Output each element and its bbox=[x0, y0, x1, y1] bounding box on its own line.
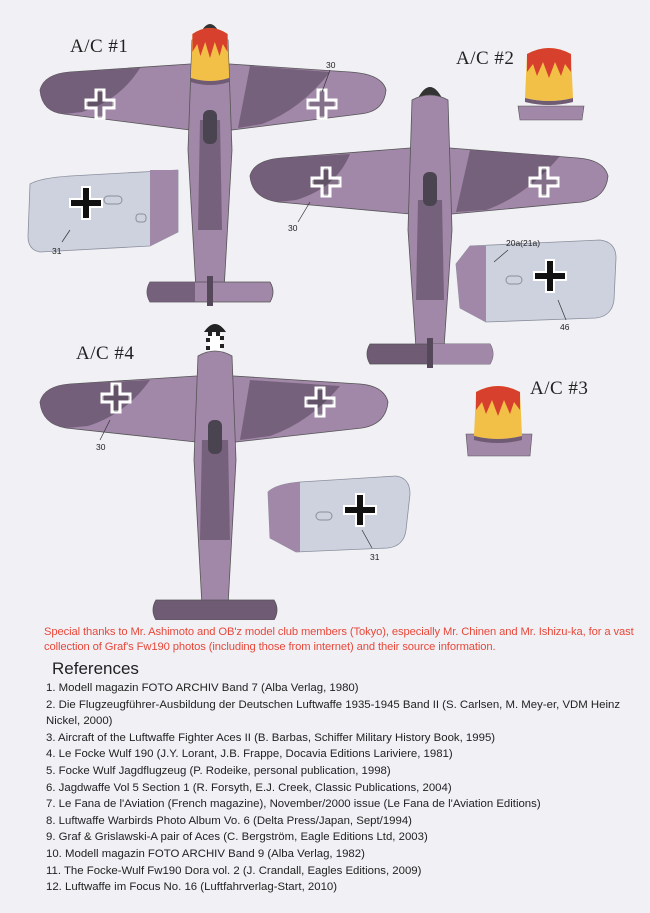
ac2-label: A/C #2 bbox=[456, 48, 515, 69]
ac1-label: A/C #1 bbox=[70, 36, 129, 57]
reference-item: 6. Jagdwaffe Vol 5 Section 1 (R. Forsyth, E.J. Creek, Classic Publications, 2004) bbox=[46, 781, 452, 794]
reference-item: 3. Aircraft of the Luftwaffe Fighter Aces II (B. Barbas, Schiffer Military History Book, 1995) bbox=[46, 731, 496, 744]
ac2-nose-detail bbox=[518, 48, 584, 120]
references-list bbox=[46, 680, 636, 896]
references-title: References bbox=[52, 659, 139, 678]
callout-ac2-wing: 30 bbox=[288, 223, 298, 233]
reference-item: 1. Modell magazin FOTO ARCHIV Band 7 (Alba Verlag, 1980) bbox=[46, 682, 359, 694]
callout-ac2-tail-bottom: 46 bbox=[560, 322, 570, 332]
ac3-nose-detail bbox=[466, 386, 532, 456]
callout-ac1-tail: 31 bbox=[52, 246, 62, 256]
reference-item: 9. Graf & Grislawski-A pair of Aces (C. Bergström, Eagle Editions Ltd, 2003) bbox=[46, 831, 428, 844]
callout-ac1-wing: 30 bbox=[326, 60, 336, 70]
reference-item: 11. The Focke-Wulf Fw190 Dora vol. 2 (J. Crandall, Eagles Editions, 2009) bbox=[46, 864, 422, 877]
reference-item: 8. Luftwaffe Warbirds Photo Album Vo. 6 (Delta Press/Japan, Sept/1994) bbox=[46, 814, 412, 827]
ac4-tail-side-view bbox=[268, 476, 410, 552]
ac1-tail-side-view bbox=[28, 170, 178, 252]
ac4-top-view bbox=[40, 324, 388, 620]
ac4-label: A/C #4 bbox=[76, 343, 135, 364]
reference-item: 2. Die Flugzeugführer-Ausbildung der Deutschen Luftwaffe 1935-1945 Band II (S. Carlsen, M. Mey-er, VDM Heinz Nickel, 2000) bbox=[46, 698, 621, 728]
reference-item: 7. Le Fana de l'Aviation (French magazine), November/2000 issue (Le Fana de l'Aviation Editions) bbox=[46, 798, 541, 811]
ac3-label: A/C #3 bbox=[530, 378, 589, 399]
reference-item: 5. Focke Wulf Jagdflugzeug (P. Rodeike, personal publication, 1998) bbox=[46, 764, 391, 777]
reference-item: 12. Luftwaffe im Focus No. 16 (Luftfahrverlag-Start, 2010) bbox=[46, 881, 338, 894]
callout-ac4-tail: 31 bbox=[370, 552, 380, 562]
callout-ac4-wing: 30 bbox=[96, 442, 106, 452]
thanks-text: Special thanks to Mr. Ashimoto and OB'z model club members (Tokyo), especially Mr. Chinen and Mr. Ishizu-ka, for a vast collection of Graf's Fw190 photos (including those from internet) and their source information. bbox=[44, 626, 634, 653]
reference-item: 10. Modell magazin FOTO ARCHIV Band 9 (Alba Verlag, 1982) bbox=[46, 847, 365, 860]
callout-ac2-tail-top: 20a(21a) bbox=[506, 238, 541, 248]
reference-item: 4. Le Focke Wulf 190 (J.Y. Lorant, J.B. Frappe, Docavia Editions Lariviere, 1981) bbox=[46, 748, 453, 761]
ac2-tail-side-view bbox=[456, 240, 616, 322]
ac2-top-view bbox=[250, 87, 608, 368]
